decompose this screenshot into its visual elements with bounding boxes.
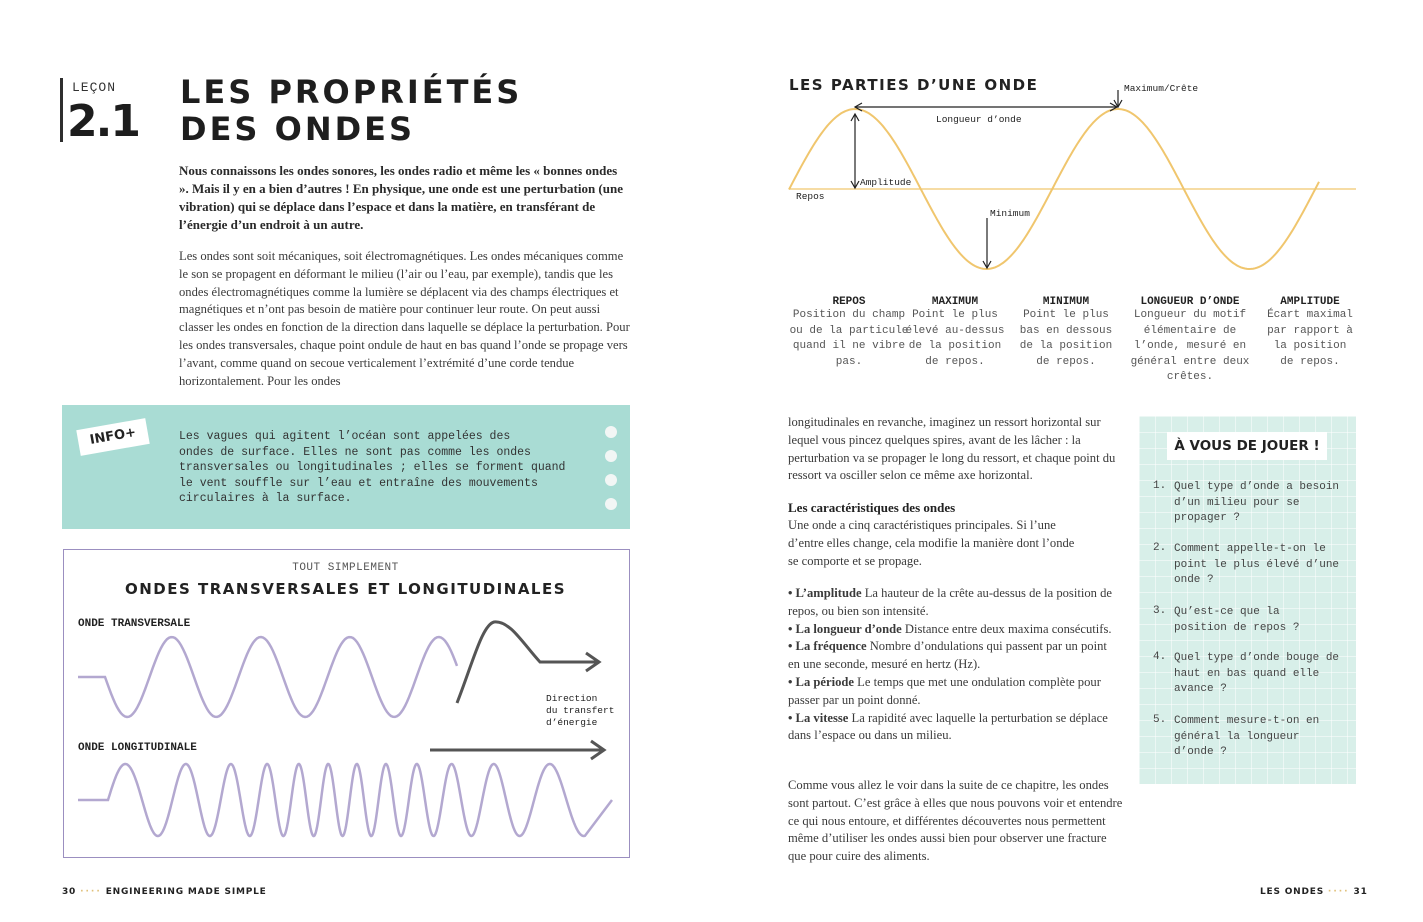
col-amplitude — [1264, 296, 1356, 370]
term: • La longueur d’onde — [788, 621, 902, 636]
col-text: Écart maximal par rapport à la position de repos. — [1267, 309, 1353, 368]
amplitude-label: Amplitude — [860, 177, 912, 188]
direction-line-1: Direction — [546, 693, 598, 704]
footer-dots: ···· — [1327, 887, 1350, 897]
rest-label: Repos — [796, 191, 825, 202]
definition: La rapidité avec laquelle la perturbation se déplace dans l’espace ou dans un milieu. — [788, 710, 1108, 743]
term: • L’amplitude — [788, 586, 862, 600]
quiz-title: À VOUS DE JOUER ! — [1167, 432, 1327, 460]
list-item — [788, 621, 1113, 639]
transverse-wave — [78, 637, 457, 717]
question-text: Comment mesure-t-on en général la longueur d’onde ? — [1174, 715, 1320, 759]
col-head: LONGUEUR D’ONDE — [1140, 296, 1240, 308]
footer-page-number: 31 — [1353, 887, 1368, 897]
direction-line-3: d’énergie — [546, 717, 598, 728]
question-number: 2. — [1153, 542, 1167, 554]
longitudinal-wave — [78, 764, 612, 836]
question-text: Quel type d’onde bouge de haut en bas quand elle avance ? — [1174, 652, 1340, 696]
definition: Le temps que met une ondulation complète pour passer par un point donné. — [788, 674, 1101, 707]
question-text: Qu’est-ce que la position de repos ? — [1174, 606, 1300, 634]
diagram-subtitle: TOUT SIMPLEMENT — [292, 562, 399, 574]
col-wavelength — [1124, 296, 1256, 386]
definition: La hauteur de la crête au-dessus de la position de repos, ou bien son intensité. — [788, 586, 1112, 618]
title-line-1: LES PROPRIÉTÉS — [180, 73, 523, 111]
body-paragraph: Les ondes sont soit mécaniques, soit électromagnétiques. Les ondes mécaniques comme le son se propagent en déformant le milieu (l’air ou l’eau, par exemple), tandis que les ondes électromagnétiques comme la lumière se déplacent via des champs électriques et magnétiques et n’ont pas besoin de matière pour continuer leur route. On peut aussi classer les ondes en fonction de la direction dans laquelle se déplace la perturbation. Pour les ondes transversales, chaque point ondule de haut en bas quand l’onde se propage vers l’avant, comme quand on secoue verticalement l’extrémité d’une corde tendue horizontalement. Pour les ondes — [179, 249, 630, 388]
col-rest — [789, 296, 909, 370]
list-item — [788, 710, 1113, 746]
crest-label: Maximum/Crête — [1124, 83, 1199, 94]
col-text: Longueur du motif élémentaire de l’onde, mesuré en général entre deux crêtes. — [1130, 309, 1250, 384]
question-number: 5. — [1153, 714, 1167, 726]
question-number: 3. — [1153, 605, 1167, 617]
col-text: Position du champ ou de la particule quand il ne vibre pas. — [789, 309, 909, 368]
characteristics-list — [788, 585, 1113, 745]
footer-section: LES ONDES — [1260, 887, 1324, 897]
col-head: MINIMUM — [1042, 296, 1090, 308]
col-head: REPOS — [832, 296, 866, 308]
footer-left — [62, 887, 267, 897]
list-item — [788, 638, 1113, 674]
list-item — [788, 585, 1113, 621]
footer-page-number: 30 — [62, 887, 77, 897]
direction-line-2: du transfert — [546, 705, 615, 716]
footer-dots: ···· — [80, 887, 102, 897]
term: • La période — [788, 674, 854, 689]
footer-book-title: ENGINEERING MADE SIMPLE — [105, 887, 267, 897]
term: • La fréquence — [788, 639, 867, 654]
term: • La vitesse — [788, 710, 849, 725]
col-head: MAXIMUM — [931, 296, 979, 308]
info-text: Les vagues qui agitent l’océan sont appelées des ondes de surface. Elles ne sont pas comme les ondes transversales ou longitudinales ; elles se forment quand le vent souffle sur l’eau et entraîne des mouvements circulaires à la surface. — [179, 430, 566, 506]
footer-right — [1260, 887, 1368, 897]
question-text: Comment appelle-t-on le point le plus élevé d’une onde ? — [1174, 543, 1340, 587]
col-text: Point le plus bas en dessous de la position de repos. — [1019, 309, 1113, 368]
wave-parts-title: LES PARTIES D’UNE ONDE — [789, 76, 1039, 94]
col-head: AMPLITUDE — [1280, 296, 1340, 308]
diagram-title: ONDES TRANSVERSALES ET LONGITUDINALES — [124, 580, 567, 598]
characteristics-heading: Les caractéristiques des ondes — [788, 500, 956, 515]
definition: Distance entre deux maxima consécutifs. — [901, 621, 1112, 636]
characteristics-intro: Une onde a cinq caractéristiques principales. Si l’une d’entre elles change, cela modifie la manière dont l’onde se comporte et se propage. — [788, 518, 1075, 568]
col-text: Point le plus élevé au-dessus de la position de repos. — [905, 309, 1005, 368]
info-tag: INFO+ — [76, 418, 149, 456]
lesson-number: 2.1 — [67, 96, 139, 147]
question-number: 4. — [1153, 651, 1167, 663]
transverse-label: ONDE TRANSVERSALE — [78, 618, 191, 630]
col-minimum — [1016, 296, 1116, 370]
definition: Nombre d’ondulations qui passent par un point en une seconde, mesuré en hertz (Hz). — [788, 639, 1107, 672]
col-maximum — [900, 296, 1010, 370]
question-number: 1. — [1153, 480, 1167, 492]
closing-paragraph: Comme vous allez le voir dans la suite de ce chapitre, les ondes sont partout. C’est grâce à elles que nous pouvons voir et entendre ce qui nous entoure, et différentes découvertes nous permettent même d’utiliser les ondes aussi bien pour observer une fracture que pour cuire des aliments. — [788, 778, 1123, 864]
question-text: Quel type d’onde a besoin d’un milieu pour se propager ? — [1174, 481, 1340, 525]
body-continued: longitudinales en revanche, imaginez un ressort horizontal sur lequel vous pincez quelques spires, avant de les lâcher : la perturbation va se propager le long du ressort, et chaque point du ressort va osciller selon ce même axe horizontal. — [788, 415, 1116, 483]
lesson-label: LEÇON — [72, 80, 117, 95]
list-item — [788, 674, 1113, 710]
intro-paragraph: Nous connaissons les ondes sonores, les ondes radio et même les « bonnes ondes ». Mais il y en a bien d’autres ! En physique, une onde est une perturbation (une vibration) qui se déplace dans l’espace et dans la matière, en transférant de l’énergie d’un endroit à un autre. — [179, 163, 623, 232]
energy-pulse — [457, 622, 598, 703]
longitudinal-label: ONDE LONGITUDINALE — [78, 742, 197, 754]
minimum-label: Minimum — [990, 208, 1030, 219]
wavelength-label: Longueur d’onde — [936, 114, 1022, 125]
title-line-2: DES ONDES — [180, 110, 416, 148]
